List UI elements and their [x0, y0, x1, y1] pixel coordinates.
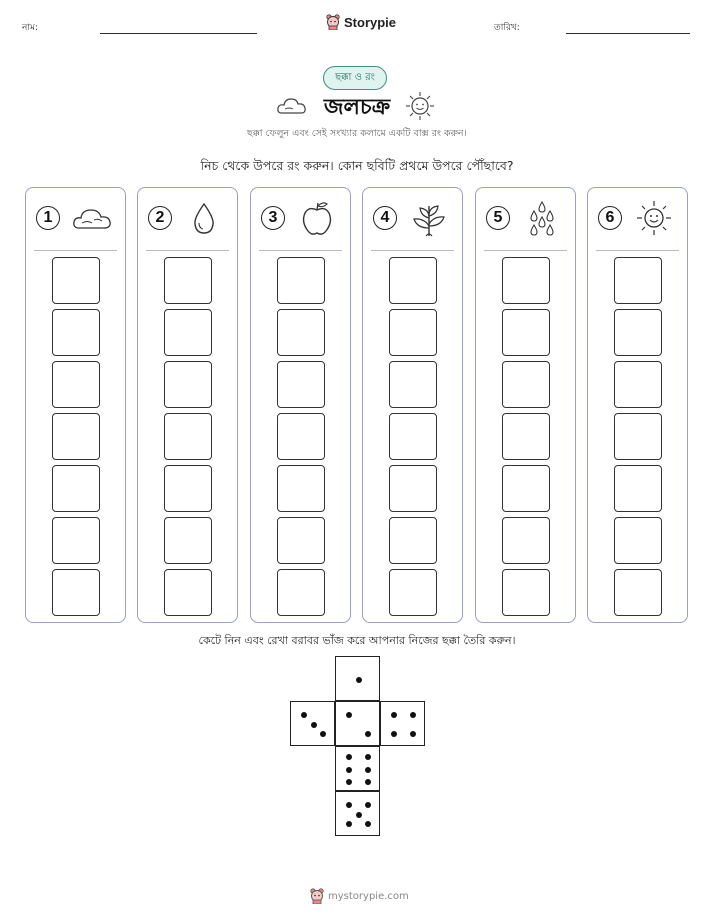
color-box[interactable]	[164, 413, 212, 460]
activity-badge: ছক্কা ও রং	[323, 66, 387, 90]
color-box[interactable]	[614, 361, 662, 408]
sun-icon	[404, 90, 436, 122]
color-box[interactable]	[502, 361, 550, 408]
color-box[interactable]	[502, 413, 550, 460]
dice-pip	[365, 754, 371, 760]
column-6	[587, 187, 688, 623]
plant-icon	[407, 198, 451, 238]
column-divider	[371, 250, 454, 251]
column-number: 2	[148, 206, 172, 230]
color-box[interactable]	[389, 569, 437, 616]
water-drop-icon	[182, 198, 226, 238]
date-line[interactable]	[566, 33, 690, 34]
apple-icon	[295, 198, 339, 238]
color-box[interactable]	[614, 309, 662, 356]
page-title: জলচক্র	[323, 95, 391, 120]
color-box[interactable]	[164, 361, 212, 408]
dice-pip	[346, 767, 352, 773]
column-header	[363, 188, 462, 250]
column-number: 1	[36, 206, 60, 230]
color-box[interactable]	[502, 257, 550, 304]
color-box[interactable]	[52, 361, 100, 408]
color-box[interactable]	[502, 569, 550, 616]
color-box[interactable]	[52, 517, 100, 564]
color-box[interactable]	[164, 257, 212, 304]
dice-pip	[346, 802, 352, 808]
dice-face-3	[290, 701, 335, 746]
dice-net	[290, 656, 425, 836]
color-box[interactable]	[277, 257, 325, 304]
question-text: নিচ থেকে উপরে রং করুন। কোন ছবিটি প্রথমে উপরে পৌঁছাবে?	[200, 158, 514, 173]
column-4	[362, 187, 463, 623]
column-number: 5	[486, 206, 510, 230]
color-box[interactable]	[389, 361, 437, 408]
dice-pip	[346, 754, 352, 760]
color-box[interactable]	[164, 465, 212, 512]
dice-face-4	[380, 701, 425, 746]
dice-pip	[365, 779, 371, 785]
color-box[interactable]	[52, 569, 100, 616]
color-box[interactable]	[614, 569, 662, 616]
color-box[interactable]	[277, 465, 325, 512]
dice-pip	[365, 731, 371, 737]
color-box[interactable]	[614, 257, 662, 304]
color-box[interactable]	[52, 465, 100, 512]
dice-pip	[365, 821, 371, 827]
column-divider	[259, 250, 342, 251]
color-box[interactable]	[277, 517, 325, 564]
bear-icon	[326, 14, 340, 30]
footer	[310, 888, 409, 904]
column-header	[138, 188, 237, 250]
dice-face-1	[335, 656, 380, 701]
footer-url[interactable]: mystorypie.com	[328, 890, 409, 902]
color-box[interactable]	[389, 257, 437, 304]
color-box[interactable]	[389, 465, 437, 512]
column-header	[26, 188, 125, 250]
color-box[interactable]	[277, 309, 325, 356]
dice-pip	[391, 731, 397, 737]
dice-face-2	[335, 701, 380, 746]
column-5	[475, 187, 576, 623]
color-box[interactable]	[277, 569, 325, 616]
column-divider	[34, 250, 117, 251]
color-box[interactable]	[614, 413, 662, 460]
color-box[interactable]	[164, 569, 212, 616]
column-header	[476, 188, 575, 250]
name-label: নাম:	[22, 23, 39, 33]
date-label: তারিখ:	[494, 23, 520, 33]
color-box[interactable]	[164, 517, 212, 564]
color-box[interactable]	[52, 309, 100, 356]
dice-pip	[365, 802, 371, 808]
column-2	[137, 187, 238, 623]
raindrops-icon	[520, 198, 564, 238]
color-box[interactable]	[277, 361, 325, 408]
column-divider	[146, 250, 229, 251]
dice-pip	[356, 812, 362, 818]
color-box[interactable]	[502, 309, 550, 356]
dice-pip	[410, 712, 416, 718]
name-line[interactable]	[100, 33, 257, 34]
sun-icon	[632, 198, 676, 238]
dice-face-5	[335, 791, 380, 836]
dice-pip	[301, 712, 307, 718]
dice-pip	[311, 722, 317, 728]
bear-icon	[310, 888, 324, 904]
color-box[interactable]	[52, 413, 100, 460]
instructions-subtitle: ছক্কা ফেলুন এবং সেই সংখ্যার কলামে একটি বাক্স রং করুন।	[247, 128, 467, 139]
column-number: 6	[598, 206, 622, 230]
dice-pip	[320, 731, 326, 737]
color-box[interactable]	[277, 413, 325, 460]
color-box[interactable]	[614, 465, 662, 512]
column-divider	[484, 250, 567, 251]
column-3	[250, 187, 351, 623]
color-box[interactable]	[614, 517, 662, 564]
column-header	[588, 188, 687, 250]
brand-logo	[326, 14, 396, 30]
dice-pip	[365, 767, 371, 773]
column-divider	[596, 250, 679, 251]
cut-instruction: কেটে নিন এবং রেখা বরাবর ভাঁজ করে আপনার নিজের ছক্কা তৈরি করুন।	[198, 634, 516, 647]
color-box[interactable]	[389, 413, 437, 460]
column-number: 3	[261, 206, 285, 230]
color-box[interactable]	[389, 517, 437, 564]
color-box[interactable]	[502, 517, 550, 564]
cloud-icon	[70, 198, 114, 238]
color-box[interactable]	[502, 465, 550, 512]
column-header	[251, 188, 350, 250]
dice-face-6	[335, 746, 380, 791]
color-box[interactable]	[389, 309, 437, 356]
dice-pip	[410, 731, 416, 737]
dice-pip	[346, 779, 352, 785]
color-box[interactable]	[164, 309, 212, 356]
color-box[interactable]	[52, 257, 100, 304]
dice-pip	[356, 677, 362, 683]
column-number: 4	[373, 206, 397, 230]
dice-pip	[391, 712, 397, 718]
brand-name: Storypie	[344, 14, 397, 30]
dice-pip	[346, 712, 352, 718]
dice-pip	[346, 821, 352, 827]
column-1	[25, 187, 126, 623]
